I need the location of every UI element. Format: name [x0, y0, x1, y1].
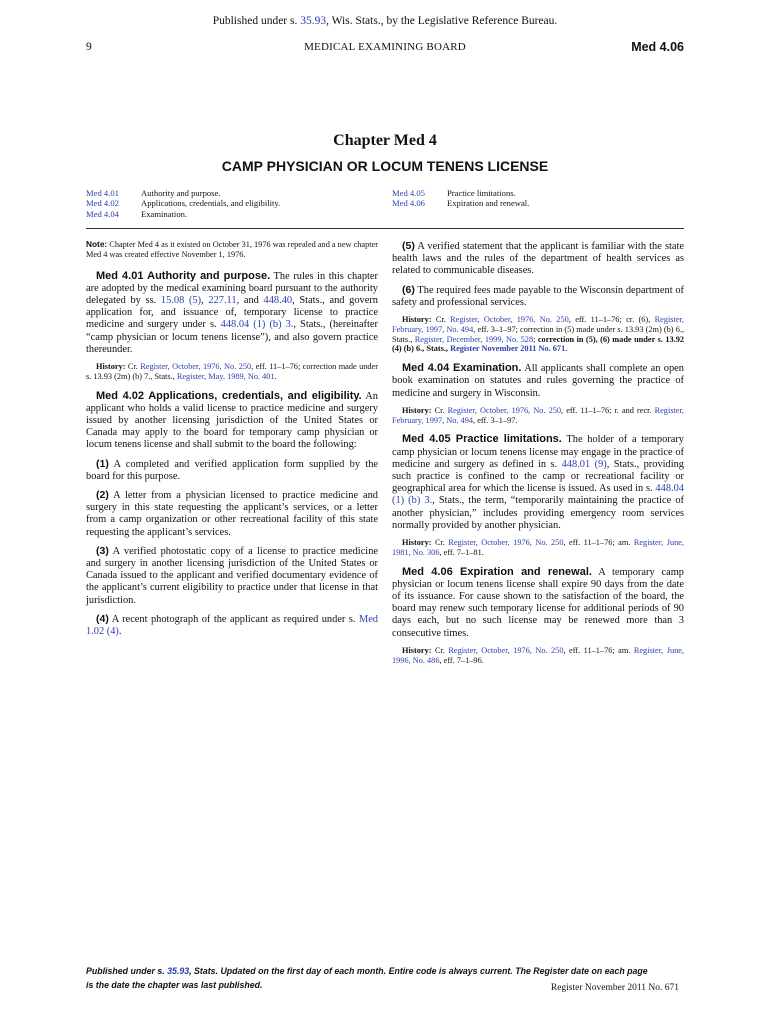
statute-link[interactable]: 35.93 [167, 966, 190, 976]
toc-left [86, 188, 280, 219]
section-med-4-02: Med 4.02 Applications, credentials, and eligibility. An applicant who holds a valid license to practice medicine and surgery issued by another licensing jurisdiction of the United States or Canada may apply to the board for temporary camp physician or locum tenens license and shall submit to the board the following: [86, 389, 378, 451]
register-link[interactable]: Register, February, 1997, No. 494 [392, 315, 685, 334]
register-link[interactable]: Register, February, 1997, No. 494 [392, 405, 684, 425]
toc-right [392, 188, 529, 209]
toc-link[interactable]: Med 4.01 [86, 188, 119, 198]
toc-link[interactable]: Med 4.06 [392, 198, 425, 209]
toc-item [86, 209, 280, 219]
toc-title: Authority and purpose. [141, 188, 221, 198]
footer-register-date: Register November 2011 No. 671 [550, 983, 679, 993]
section-med-4-05: Med 4.05 Practice limitations. The holder of a temporary camp physician or locum tenens license may engage in the practice of medicine and surgery as defined in s. 448.01 (9), Stats., providing such practice is confined to the camp or recreational facility or geographical area for which the license is issued. As used in s. 448.04 (1) (b) 3., Stats., the term, “temporarily maintaining the practice of another physician,” includes providing emergency room services normally provided by another physician. [392, 433, 684, 531]
toc-item [86, 198, 280, 208]
statute-link[interactable]: 448.04 (1) (b) 3. [392, 483, 684, 507]
toc-item [392, 198, 529, 208]
section-heading: Med 4.06 Expiration and renewal. [402, 565, 592, 578]
chapter-title: CAMP PHYSICIAN OR LOCUM TENENS LICENSE [221, 158, 549, 174]
statute-link[interactable]: 448.01 (9) [561, 458, 607, 470]
toc-item [86, 188, 280, 198]
rule-link[interactable]: Med 1.02 (4) [86, 613, 378, 638]
subsection-1: (1) A completed and verified application form supplied by the board for this purpose. [86, 457, 378, 482]
page-number: 9 [86, 41, 92, 53]
register-link[interactable]: Register, October, 1976, No. 250 [447, 405, 562, 415]
footer-notice-line2: is the date the chapter was last published. [86, 980, 263, 990]
toc-title: Practice limitations. [447, 188, 516, 198]
history-note: History: Cr. Register, October, 1976, No. 250, eff. 11–1–76; cr. (6), Register, February, 1997, No. 494, eff. 3–1–97; correction in (5) made under s. 13.93 (2m) (b) 6., Stats., Register, December, 1999, No. 528; correction in (5), (6) made under s. 13.92 (4) (b) 6., Stats., Register November 2011 No. 671. [392, 315, 685, 354]
section-heading: Med 4.01 Authority and purpose. [96, 269, 271, 282]
toc-item [392, 188, 529, 198]
section-med-4-06: Med 4.06 Expiration and renewal. A temporary camp physician or locum tenens license shall expire 90 days from the date of its issuance. For cause shown to the satisfaction of the board, the board may renew such temporary license for additional periods of 90 days each, but no such license may be renewed more than 3 consecutive times. [392, 565, 684, 639]
register-link[interactable]: Register, October, 1976, No. 250 [450, 315, 569, 325]
toc-link[interactable]: Med 4.05 [392, 188, 425, 198]
statute-link[interactable]: 448.40 [263, 295, 293, 306]
chapter-note: Note: Chapter Med 4 as it existed on October 31, 1976 was repealed and a new chapter Med 4 was created effective November 1, 1976. [86, 239, 378, 259]
section-med-4-04: Med 4.04 Examination. All applicants shall complete an open book examination on statutes and rules governing the practice of medicine and surgery in Wisconsin. [392, 362, 684, 399]
register-link[interactable]: Register, October, 1976, No. 250 [448, 538, 564, 548]
register-link[interactable]: Register November 2011 No. 671 [450, 344, 566, 354]
toc-link[interactable]: Med 4.04 [86, 208, 119, 219]
subsection-5: (5) A verified statement that the applicant is familiar with the state health laws and the rules of the department of health services as related to communicable diseases. [392, 240, 684, 277]
statute-link[interactable]: 15.08 (5) [160, 295, 202, 306]
subsection-6: (6) The required fees made payable to the Wisconsin department of safety and professional services. [392, 283, 684, 308]
chapter-label: Chapter Med 4 [333, 132, 437, 149]
history-note: History: Cr. Register, October, 1976, No. 250, eff. 11–1–76; correction made under s. 13.93 (2m) (b) 7., Stats., Register, May, 1989, No. 401. [86, 362, 379, 381]
running-title: MEDICAL EXAMINING BOARD [304, 41, 466, 53]
statute-link[interactable]: 35.93 [300, 15, 327, 27]
toc-link[interactable]: Med 4.02 [86, 198, 119, 209]
section-code: Med 4.06 [631, 40, 684, 54]
footer-notice: Published under s. 35.93, Stats. Updated on the first day of each month. Entire code is always current. The Register date on each page [86, 966, 648, 976]
left-column [86, 240, 378, 644]
register-link[interactable]: Register, June, 1981, No. 306 [392, 538, 684, 557]
statute-link[interactable]: 227.11 [208, 295, 237, 306]
right-column [392, 240, 684, 673]
section-heading: Med 4.02 Applications, credentials, and eligibility. [96, 389, 362, 402]
subsection-2: (2) A letter from a physician licensed to practice medicine and surgery in this state requesting the applicant’s services, or a letter from a camp organization or other recreational facility of this state requesting the applicant’s services. [86, 489, 378, 538]
toc-title: Applications, credentials, and eligibility. [141, 198, 281, 209]
register-link[interactable]: Register, October, 1976, No. 250 [448, 645, 564, 655]
register-link[interactable]: Register, October, 1976, No. 250 [140, 362, 252, 372]
toc-title: Expiration and renewal. [447, 198, 530, 209]
toc-title: Examination. [141, 208, 188, 219]
section-med-4-01: Med 4.01 Authority and purpose. The rules in this chapter are adopted by the medical examining board pursuant to the authority delegated by ss. 15.08 (5), 227.11, and 448.40, Stats., and govern application for, and issuance of, temporary license to practice medicine and surgery under s. 448.04 (1) (b) 3., Stats., (hereinafter “camp physician or locum tenens license”), and also govern practice thereunder. [86, 269, 378, 355]
register-link[interactable]: Register, June, 1996, No. 486 [392, 645, 684, 665]
history-note: History: Cr. Register, October, 1976, No. 250, eff. 11–1–76; am. Register, June, 1996, No. 486, eff. 7–1–96. [392, 645, 684, 665]
history-note: History: Cr. Register, October, 1976, No. 250, eff. 11–1–76; am. Register, June, 1981, No. 306, eff. 7–1–81. [392, 538, 684, 557]
published-notice: Published under s. 35.93, Wis. Stats., by the Legislative Reference Bureau. [212, 15, 558, 27]
subsection-3: (3) A verified photostatic copy of a license to practice medicine and surgery in another licensing jurisdiction of the United States or Canada issued to the applicant and verified documentary evidence of the applicant’s current eligibility to practice under that license in that jurisdiction. [86, 544, 378, 606]
divider [86, 228, 684, 229]
section-heading: Med 4.05 Practice limitations. [402, 433, 562, 446]
subsection-4: (4) A recent photograph of the applicant as required under s. Med 1.02 (4). [86, 612, 378, 638]
register-link[interactable]: Register, December, 1999, No. 528 [414, 334, 534, 344]
section-heading: Med 4.04 Examination. [402, 362, 522, 375]
history-note: History: Cr. Register, October, 1976, No. 250, eff. 11–1–76; r. and recr. Register, February, 1997, No. 494, eff. 3–1–97. [392, 405, 684, 425]
register-link[interactable]: Register, May, 1989, No. 401 [176, 371, 275, 381]
statute-link[interactable]: 448.04 (1) (b) 3. [220, 319, 294, 331]
